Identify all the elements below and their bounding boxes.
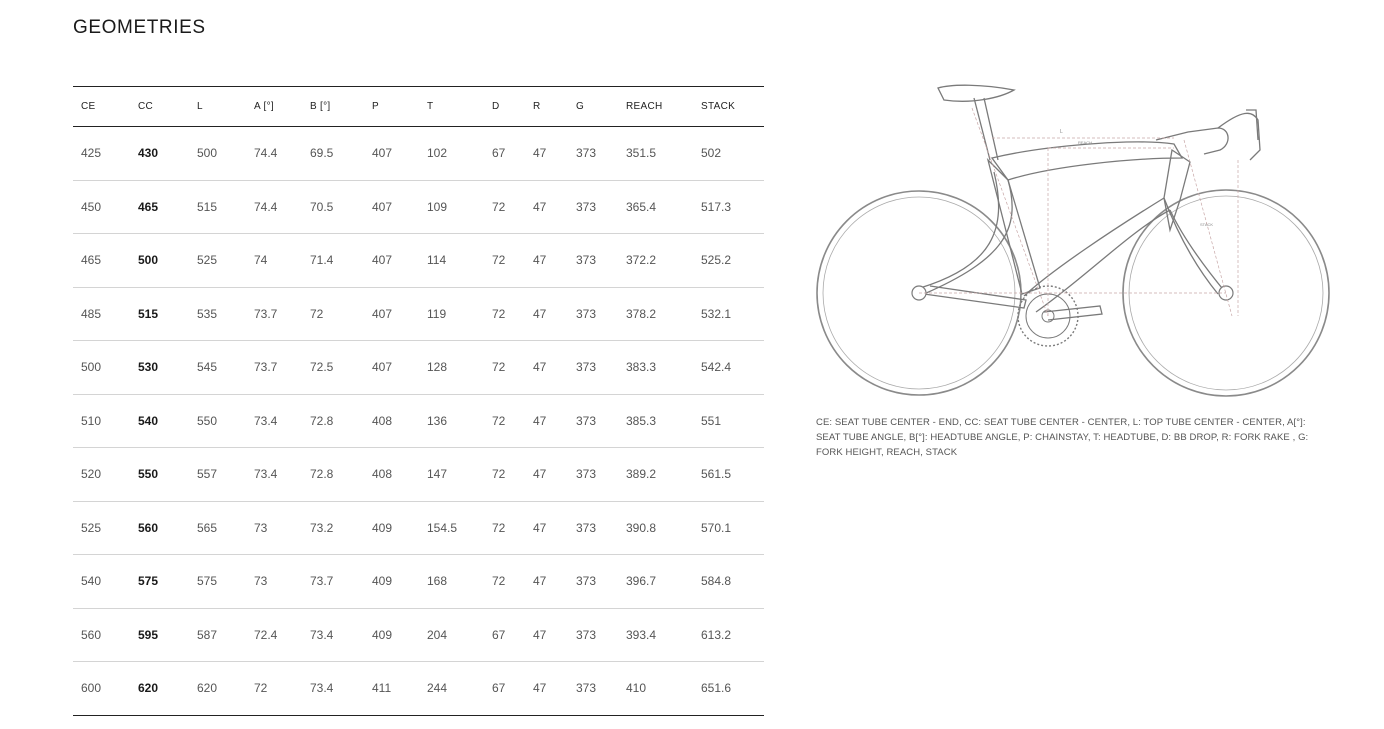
cell-t: 168 [419, 555, 484, 609]
cell-t: 119 [419, 287, 484, 341]
cell-reach: 396.7 [618, 555, 693, 609]
cell-ce: 540 [73, 555, 130, 609]
cell-p: 409 [364, 501, 419, 555]
cell-b: 73.4 [302, 608, 364, 662]
cell-stack: 542.4 [693, 341, 764, 395]
cell-cc: 620 [130, 662, 189, 716]
cell-t: 244 [419, 662, 484, 716]
cell-cc: 540 [130, 394, 189, 448]
cell-ce: 485 [73, 287, 130, 341]
cell-d: 67 [484, 127, 525, 181]
cell-p: 408 [364, 448, 419, 502]
cell-g: 373 [568, 555, 618, 609]
cell-a: 72.4 [246, 608, 302, 662]
cell-l: 565 [189, 501, 246, 555]
cell-g: 373 [568, 234, 618, 288]
cell-d: 72 [484, 287, 525, 341]
cell-g: 373 [568, 341, 618, 395]
cell-ce: 560 [73, 608, 130, 662]
cell-stack: 525.2 [693, 234, 764, 288]
page-title: GEOMETRIES [73, 17, 206, 38]
bike-geometry-diagram [812, 80, 1336, 404]
column-header-p: P [364, 87, 419, 127]
cell-b: 73.2 [302, 501, 364, 555]
table-row [73, 341, 764, 395]
cell-stack: 613.2 [693, 608, 764, 662]
table-row [73, 127, 764, 181]
cell-a: 73 [246, 555, 302, 609]
cell-ce: 600 [73, 662, 130, 716]
cell-b: 72 [302, 287, 364, 341]
column-header-cc: CC [130, 87, 189, 127]
cell-d: 72 [484, 180, 525, 234]
cell-a: 72 [246, 662, 302, 716]
cell-r: 47 [525, 287, 568, 341]
cell-a: 74 [246, 234, 302, 288]
cell-ce: 500 [73, 341, 130, 395]
cell-cc: 530 [130, 341, 189, 395]
cell-cc: 575 [130, 555, 189, 609]
cell-ce: 450 [73, 180, 130, 234]
cell-ce: 425 [73, 127, 130, 181]
cell-g: 373 [568, 448, 618, 502]
cell-g: 373 [568, 180, 618, 234]
cell-stack: 570.1 [693, 501, 764, 555]
cell-stack: 561.5 [693, 448, 764, 502]
cell-t: 102 [419, 127, 484, 181]
diagram-label-reach: REACH [1078, 140, 1093, 145]
cell-reach: 390.8 [618, 501, 693, 555]
column-header-g: G [568, 87, 618, 127]
cell-cc: 465 [130, 180, 189, 234]
cell-t: 147 [419, 448, 484, 502]
cell-r: 47 [525, 555, 568, 609]
column-header-reach: REACH [618, 87, 693, 127]
column-header-b: B [°] [302, 87, 364, 127]
cell-ce: 510 [73, 394, 130, 448]
cell-stack: 551 [693, 394, 764, 448]
table-header-row [73, 87, 764, 127]
cell-t: 128 [419, 341, 484, 395]
cell-r: 47 [525, 341, 568, 395]
cell-l: 587 [189, 608, 246, 662]
cell-t: 136 [419, 394, 484, 448]
cell-d: 72 [484, 501, 525, 555]
cell-g: 373 [568, 608, 618, 662]
cell-reach: 410 [618, 662, 693, 716]
cell-a: 73.4 [246, 448, 302, 502]
cell-stack: 517.3 [693, 180, 764, 234]
cell-d: 72 [484, 555, 525, 609]
cell-p: 407 [364, 127, 419, 181]
cell-l: 525 [189, 234, 246, 288]
seatpost-and-saddle [938, 85, 1014, 160]
cell-l: 550 [189, 394, 246, 448]
cell-cc: 500 [130, 234, 189, 288]
table-row [73, 662, 764, 716]
cell-l: 515 [189, 180, 246, 234]
cell-b: 72.8 [302, 448, 364, 502]
cell-p: 408 [364, 394, 419, 448]
cell-reach: 385.3 [618, 394, 693, 448]
cell-t: 154.5 [419, 501, 484, 555]
cell-b: 71.4 [302, 234, 364, 288]
cell-reach: 372.2 [618, 234, 693, 288]
cell-l: 620 [189, 662, 246, 716]
table-row [73, 234, 764, 288]
column-header-l: L [189, 87, 246, 127]
cell-reach: 365.4 [618, 180, 693, 234]
cell-b: 73.7 [302, 555, 364, 609]
cell-a: 74.4 [246, 180, 302, 234]
cell-cc: 515 [130, 287, 189, 341]
column-header-r: R [525, 87, 568, 127]
cell-b: 73.4 [302, 662, 364, 716]
cell-b: 72.8 [302, 394, 364, 448]
cell-t: 114 [419, 234, 484, 288]
cell-ce: 465 [73, 234, 130, 288]
cell-stack: 651.6 [693, 662, 764, 716]
cell-reach: 389.2 [618, 448, 693, 502]
geometry-table [73, 86, 764, 716]
cell-d: 72 [484, 394, 525, 448]
cell-a: 73.7 [246, 287, 302, 341]
cell-d: 72 [484, 234, 525, 288]
cell-b: 72.5 [302, 341, 364, 395]
table-body [73, 127, 764, 716]
geometry-legend: CE: SEAT TUBE CENTER - END, CC: SEAT TUBE CENTER - CENTER, L: TOP TUBE CENTER - CENTER, A[°]: SEAT TUBE ANGLE, B[°]: HEADTUBE ANGLE, P: CHAINSTAY, T: HEADTUBE, D: BB DROP, R: FORK RAKE , G: FORK HEIGHT, REACH, STACK [816, 417, 1309, 458]
cell-l: 545 [189, 341, 246, 395]
cell-d: 67 [484, 608, 525, 662]
cell-p: 407 [364, 287, 419, 341]
cell-stack: 502 [693, 127, 764, 181]
cell-r: 47 [525, 608, 568, 662]
cell-reach: 383.3 [618, 341, 693, 395]
cell-stack: 584.8 [693, 555, 764, 609]
diagram-label-l: L [1060, 129, 1063, 135]
cell-t: 109 [419, 180, 484, 234]
cell-ce: 520 [73, 448, 130, 502]
table-row [73, 448, 764, 502]
cell-g: 373 [568, 501, 618, 555]
cell-ce: 525 [73, 501, 130, 555]
cell-l: 535 [189, 287, 246, 341]
cell-r: 47 [525, 234, 568, 288]
column-header-d: D [484, 87, 525, 127]
cell-cc: 550 [130, 448, 189, 502]
table-row [73, 501, 764, 555]
cell-b: 70.5 [302, 180, 364, 234]
table-row [73, 287, 764, 341]
cell-p: 407 [364, 234, 419, 288]
cell-d: 72 [484, 341, 525, 395]
cell-b: 69.5 [302, 127, 364, 181]
cell-r: 47 [525, 501, 568, 555]
cell-a: 73.4 [246, 394, 302, 448]
cell-p: 409 [364, 555, 419, 609]
cell-cc: 430 [130, 127, 189, 181]
cell-p: 407 [364, 180, 419, 234]
table-row [73, 608, 764, 662]
column-header-stack: STACK [693, 87, 764, 127]
cell-g: 373 [568, 127, 618, 181]
cell-l: 557 [189, 448, 246, 502]
cell-p: 411 [364, 662, 419, 716]
cell-t: 204 [419, 608, 484, 662]
cell-stack: 532.1 [693, 287, 764, 341]
cell-a: 73.7 [246, 341, 302, 395]
cell-r: 47 [525, 180, 568, 234]
cell-g: 373 [568, 662, 618, 716]
table-row [73, 180, 764, 234]
column-header-t: T [419, 87, 484, 127]
cell-r: 47 [525, 394, 568, 448]
cell-reach: 351.5 [618, 127, 693, 181]
column-header-ce: CE [73, 87, 130, 127]
cell-cc: 560 [130, 501, 189, 555]
cell-r: 47 [525, 662, 568, 716]
diagram-label-stack: STACK [1200, 222, 1214, 227]
cell-d: 67 [484, 662, 525, 716]
table-row [73, 394, 764, 448]
cell-reach: 393.4 [618, 608, 693, 662]
cell-g: 373 [568, 287, 618, 341]
cell-r: 47 [525, 448, 568, 502]
column-header-a: A [°] [246, 87, 302, 127]
cell-p: 409 [364, 608, 419, 662]
cell-l: 575 [189, 555, 246, 609]
cell-cc: 595 [130, 608, 189, 662]
cell-a: 74.4 [246, 127, 302, 181]
table-header [73, 87, 764, 127]
cell-r: 47 [525, 127, 568, 181]
cell-a: 73 [246, 501, 302, 555]
cell-d: 72 [484, 448, 525, 502]
table-row [73, 555, 764, 609]
cell-reach: 378.2 [618, 287, 693, 341]
cell-p: 407 [364, 341, 419, 395]
cell-g: 373 [568, 394, 618, 448]
cell-l: 500 [189, 127, 246, 181]
